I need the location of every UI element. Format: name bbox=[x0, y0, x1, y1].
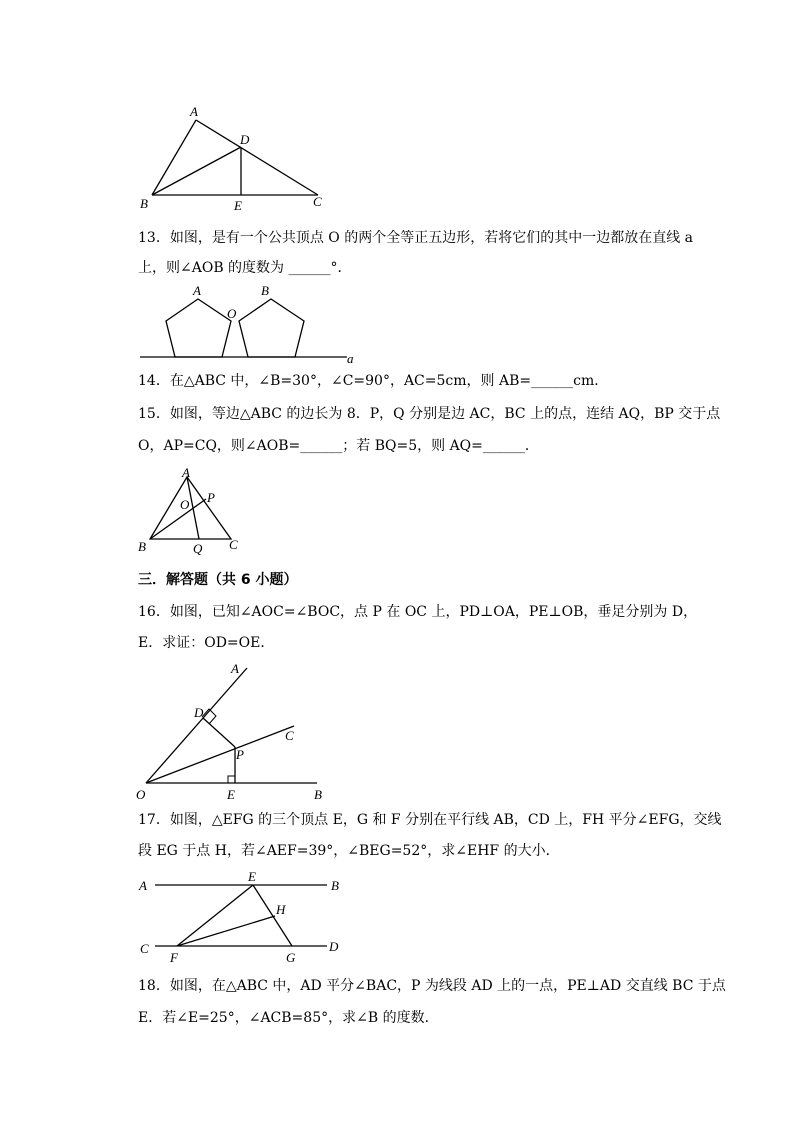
pentagon-left bbox=[166, 299, 231, 357]
ray-oa bbox=[146, 668, 247, 783]
label-h: H bbox=[276, 902, 286, 917]
figure-q16 bbox=[132, 658, 337, 803]
label-a: A bbox=[231, 661, 239, 676]
label-o: O bbox=[227, 306, 237, 321]
figure-q15 bbox=[135, 465, 250, 557]
q17-line1: 17．如图，△EFG 的三个顶点 E，G 和 F 分别在平行线 AB，CD 上，FH 平分∠EFG，交线 bbox=[138, 812, 722, 828]
label-b: B bbox=[331, 878, 339, 893]
ray-oc bbox=[146, 726, 294, 783]
label-p: P bbox=[207, 490, 215, 505]
q17-line2: 段 EG 于点 H，若∠AEF=39°，∠BEG=52°，求∠EHF 的大小． bbox=[138, 843, 560, 859]
q18-line2: E．若∠E=25°，∠ACB=85°，求∠B 的度数． bbox=[138, 1010, 439, 1026]
label-d: D bbox=[194, 705, 204, 720]
label-d: D bbox=[329, 939, 339, 954]
label-a: A bbox=[190, 104, 198, 119]
label-b: B bbox=[261, 283, 269, 298]
segment-pd bbox=[203, 718, 235, 747]
label-c: C bbox=[313, 194, 322, 209]
segment-ef bbox=[177, 885, 253, 946]
label-q: Q bbox=[193, 541, 203, 556]
label-e: E bbox=[234, 198, 242, 213]
label-e: E bbox=[248, 869, 256, 884]
label-a: A bbox=[182, 465, 190, 480]
label-p: P bbox=[236, 747, 244, 762]
label-f: F bbox=[170, 950, 178, 965]
q16-line1: 16．如图，已知∠AOC=∠BOC，点 P 在 OC 上，PD⊥OA，PE⊥OB，垂足分别为 D， bbox=[138, 604, 698, 620]
q15-line1: 15．如图，等边△ABC 的边长为 8．P，Q 分别是边 AC，BC 上的点，连结 AQ，BP 交于点 bbox=[138, 406, 721, 422]
q13-line1: 13．如图，是有一个公共顶点 O 的两个全等正五边形，若将它们的其中一边都放在直线 a bbox=[138, 230, 693, 246]
segment-ac bbox=[196, 120, 318, 195]
q15-line2: O，AP=CQ，则∠AOB=______；若 BQ=5，则 AQ=______． bbox=[138, 438, 539, 454]
label-o: O bbox=[136, 787, 146, 802]
right-angle-e bbox=[228, 776, 235, 783]
q14-line1: 14．在△ABC 中，∠B=30°，∠C=90°，AC=5cm，则 AB=______cm． bbox=[138, 373, 609, 389]
label-e: E bbox=[227, 787, 235, 802]
section-title: 三．解答题（共 6 小题） bbox=[138, 572, 298, 588]
q13-line2: 上，则∠AOB 的度数为 ______°． bbox=[138, 260, 352, 276]
label-g: G bbox=[286, 950, 296, 965]
pentagon-right bbox=[239, 299, 304, 357]
segment-fh bbox=[177, 916, 275, 946]
label-o: O bbox=[180, 497, 190, 512]
q16-line2: E．求证：OD=OE． bbox=[138, 635, 275, 651]
figure-q13 bbox=[135, 283, 365, 368]
figure-q12 bbox=[130, 100, 340, 215]
figure-q17 bbox=[135, 868, 350, 966]
label-c: C bbox=[229, 537, 238, 552]
label-line-a: a bbox=[347, 351, 354, 366]
label-a: A bbox=[139, 878, 147, 893]
label-a: A bbox=[193, 283, 201, 298]
label-b: B bbox=[140, 196, 148, 211]
q18-line1: 18．如图，在△ABC 中，AD 平分∠BAC，P 为线段 AD 上的一点，PE⊥AD 交直线 BC 于点 bbox=[138, 978, 726, 994]
segment-eg bbox=[253, 885, 292, 946]
label-b: B bbox=[138, 539, 146, 554]
label-b: B bbox=[314, 787, 322, 802]
label-c: C bbox=[285, 728, 294, 743]
label-c: C bbox=[140, 941, 149, 956]
label-d: D bbox=[240, 132, 250, 147]
